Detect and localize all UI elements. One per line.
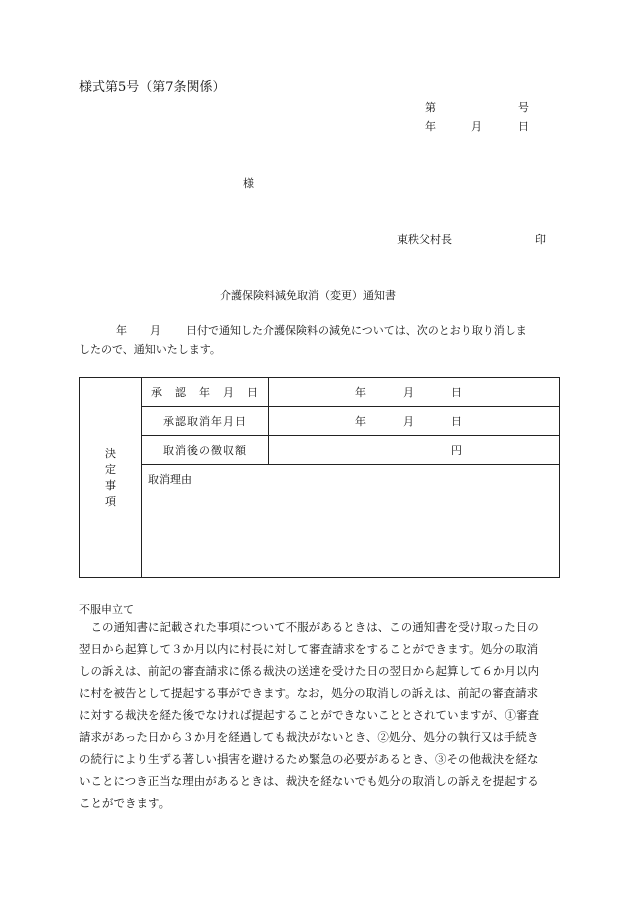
- date-year: 年: [425, 120, 436, 133]
- approval-date-value: [269, 378, 560, 407]
- approval-date-month: 月: [403, 386, 414, 399]
- collection-amount-label: 取消後の徴収額: [142, 436, 269, 465]
- appeal-line: 翌日から起算して３か月以内に村長に対して審査請求をすることができます。処分の取消: [79, 642, 539, 656]
- appeal-line: に村を被告として提起する事ができます。なお，処分の取消しの訴えは、前記の審査請求: [79, 686, 539, 700]
- intro-month: 月: [150, 324, 161, 337]
- appeal-line: 請求があった日から３か月を経過しても裁決がないとき、②処分、処分の執行又は手続き: [79, 730, 539, 744]
- approval-date-year: 年: [355, 386, 366, 399]
- recipient-honorific: 様: [243, 177, 254, 190]
- appeal-line: に対する裁決を経た後でなければ提起することができないこととされていますが、①審査: [79, 708, 539, 722]
- intro-line-1: 日付で通知した介護保険料の減免については、次のとおり取り消しま: [186, 324, 527, 337]
- number-suffix: 号: [518, 101, 529, 114]
- document-title: 介護保険料減免取消（変更）通知書: [220, 289, 396, 302]
- cancel-reason-label: 取消理由: [148, 473, 192, 486]
- appeal-line: しの訴えは、前記の審査請求に係る裁決の送達を受けた日の翌日から起算して６か月以内: [79, 664, 539, 678]
- intro-year: 年: [116, 324, 127, 337]
- appeal-heading: 不服申立て: [79, 603, 134, 616]
- cancel-date-month: 月: [403, 415, 414, 428]
- cancel-reason-cell: [142, 465, 560, 578]
- appeal-line: この通知書に記載された事項について不服があるときは、この通知書を受け取った日の: [79, 620, 539, 634]
- appeal-line: ことができます。: [79, 796, 171, 810]
- decision-section-label: 決定事項: [105, 446, 116, 508]
- cancel-date-year: 年: [355, 415, 366, 428]
- approval-date-label: 承 認 年 月 日: [142, 378, 269, 407]
- appeal-paragraph: [79, 616, 539, 814]
- approval-date-day: 日: [451, 386, 462, 399]
- decision-section-header: [80, 378, 142, 578]
- cancel-date-value: [269, 407, 560, 436]
- date-month: 月: [471, 120, 482, 133]
- appeal-line: の続行により生ずる著しい損害を避けるため緊急の必要があるとき、③その他裁決を経な: [79, 752, 539, 766]
- date-day: 日: [518, 120, 529, 133]
- decision-table: [79, 377, 560, 578]
- seal-mark: 印: [535, 233, 546, 246]
- form-title: 様式第5号（第7条関係）: [79, 80, 226, 95]
- collection-amount-value: [269, 436, 560, 465]
- issuer-name: 東秩父村長: [397, 233, 452, 246]
- appeal-line: いことにつき正当な理由があるときは、裁決を経ないでも処分の取消しの訴えを提起する: [79, 774, 539, 788]
- intro-line-2: したので、通知いたします。: [79, 343, 221, 356]
- cancel-date-day: 日: [451, 415, 462, 428]
- collection-amount-unit: 円: [451, 444, 462, 457]
- cancel-date-label: 承認取消年月日: [142, 407, 269, 436]
- number-prefix: 第: [425, 101, 436, 114]
